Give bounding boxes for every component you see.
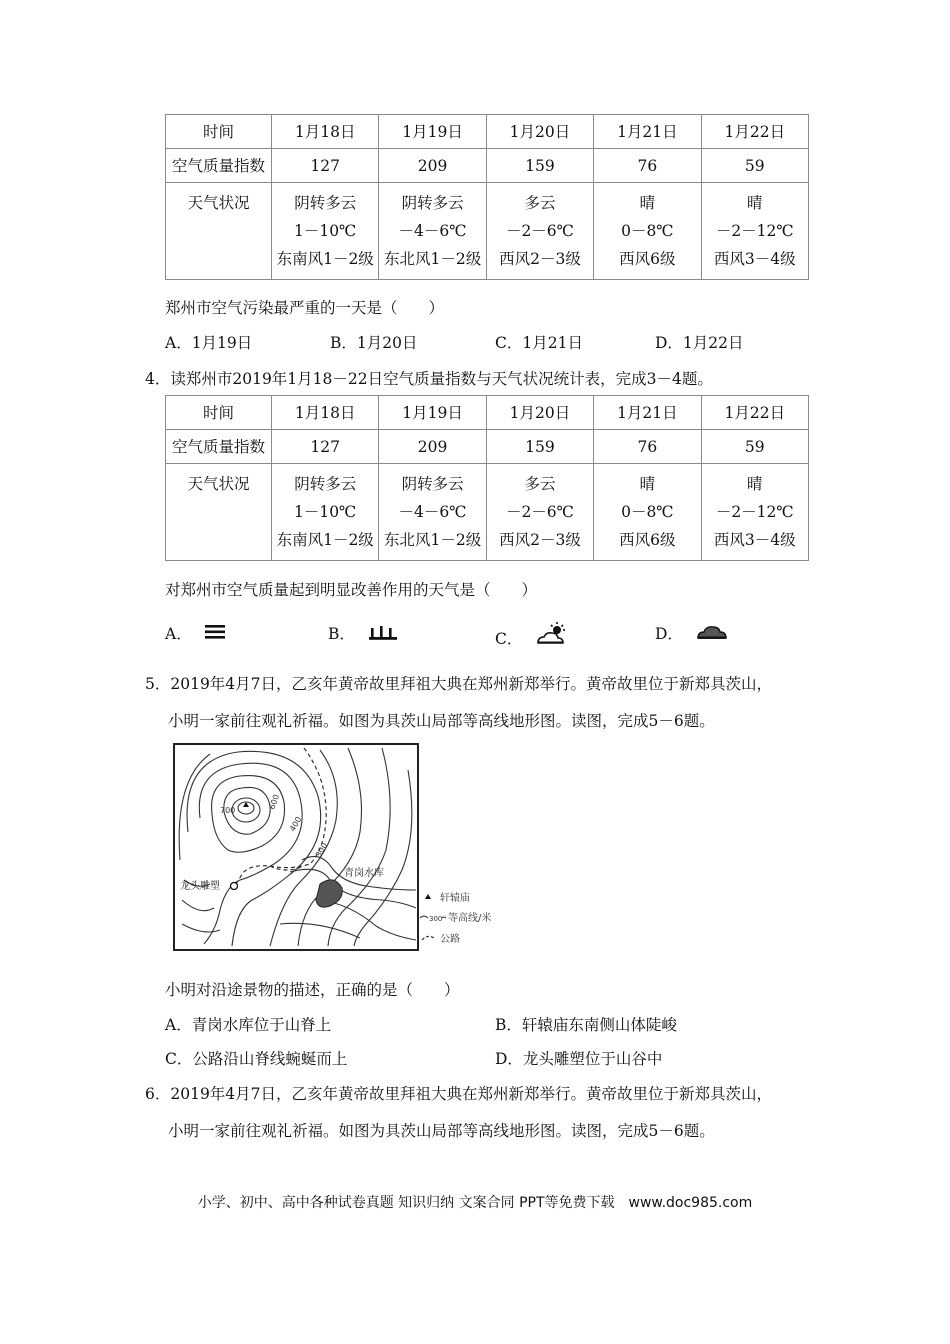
aqi-value: 209: [379, 430, 486, 464]
weather-cell: [594, 464, 701, 561]
map-legend: [420, 891, 491, 945]
q5-option-a[interactable]: A．青岗水库位于山脊上: [165, 1016, 332, 1034]
weather-wind: 西风6级: [619, 250, 676, 268]
cloudy-symbol-icon: [696, 623, 728, 641]
table-header-cell: 1月21日: [594, 115, 701, 149]
weather-wind: 西风2－3级: [499, 250, 581, 268]
q4-option-c[interactable]: [495, 622, 569, 649]
table-header-cell: 1月20日: [486, 115, 593, 149]
table-row: [166, 430, 809, 464]
weather-sky: 阴转多云: [294, 475, 357, 493]
legend-road-label: 公路: [440, 934, 460, 945]
aqi-value: 159: [486, 149, 593, 183]
weather-sky: 阴转多云: [401, 475, 464, 493]
weather-sky: 阴转多云: [294, 194, 357, 212]
weather-table-1: [165, 114, 809, 280]
weather-cell: [486, 183, 593, 280]
table-header-cell: 1月21日: [594, 396, 701, 430]
weather-sky: 晴: [639, 475, 656, 493]
weather-wind: 西风2－3级: [499, 531, 581, 549]
weather-cell: [701, 183, 808, 280]
q4-intro: 4．读郑州市2019年1月18－22日空气质量指数与天气状况统计表，完成3－4题。: [145, 370, 713, 388]
weather-temp: 1－10℃: [293, 222, 357, 240]
q5-option-d[interactable]: D．龙头雕塑位于山谷中: [495, 1050, 663, 1068]
weather-label: 天气状况: [166, 183, 272, 280]
aqi-value: 59: [701, 149, 808, 183]
map-frame: [174, 744, 418, 950]
q3-option-c[interactable]: C．1月21日: [495, 334, 583, 352]
q5-stem: 小明对沿途景物的描述，正确的是（ ）: [165, 981, 460, 999]
weather-sky: 多云: [524, 475, 556, 493]
aqi-value: 159: [486, 430, 593, 464]
statue-marker-icon: [231, 883, 238, 890]
q5-intro-line2: 小明一家前往观礼祈福。如图为具茨山局部等高线地形图。读图，完成5－6题。: [168, 712, 715, 730]
weather-temp: －2－6℃: [505, 222, 574, 240]
weather-wind: 东南风1－2级: [276, 250, 374, 268]
q4-stem: 对郑州市空气质量起到明显改善作用的天气是（ ）: [165, 581, 538, 599]
legend-contour-sample: 300: [429, 915, 443, 923]
q4-option-a[interactable]: [165, 622, 227, 644]
contour-label: 600: [267, 793, 282, 811]
table-header-cell: 时间: [166, 115, 272, 149]
q3-option-a[interactable]: A．1月19日: [165, 334, 253, 352]
contour-label: 700: [220, 806, 236, 815]
sunny-cloudy-symbol-icon: [535, 622, 569, 648]
aqi-value: 209: [379, 149, 486, 183]
weather-sky: 多云: [524, 194, 556, 212]
weather-cell: [272, 183, 379, 280]
legend-temple-icon: [425, 894, 431, 899]
option-letter: B．: [328, 625, 355, 643]
weather-sky: 阴转多云: [401, 194, 464, 212]
weather-wind: 西风3－4级: [713, 250, 796, 268]
weather-cell: [379, 183, 486, 280]
weather-temp: －2－12℃: [715, 503, 794, 521]
haze-symbol-icon: [203, 624, 227, 640]
weather-cell: [701, 464, 808, 561]
table-header-cell: 时间: [166, 396, 272, 430]
aqi-value: 127: [272, 430, 379, 464]
weather-sky: 晴: [747, 475, 763, 493]
q4-option-b[interactable]: [328, 622, 398, 644]
weather-temp: －2－6℃: [505, 503, 574, 521]
q4-option-d[interactable]: [655, 622, 728, 644]
aqi-label: 空气质量指数: [166, 149, 272, 183]
q6-intro-line1: 6．2019年4月7日，乙亥年黄帝故里拜祖大典在郑州新郑举行。黄帝故里位于新郑具茨山，: [145, 1085, 773, 1103]
option-letter: A．: [165, 625, 192, 643]
table-header-cell: 1月18日: [272, 396, 379, 430]
weather-wind: 东北风1－2级: [383, 250, 482, 268]
weather-wind: 西风6级: [619, 531, 676, 549]
weather-temp: －4－6℃: [398, 503, 467, 521]
table-header-cell: 1月22日: [701, 115, 808, 149]
table-row: [166, 149, 809, 183]
q3-option-d[interactable]: D．1月22日: [655, 334, 744, 352]
weather-temp: 0－8℃: [621, 503, 674, 521]
weather-cell: [486, 464, 593, 561]
option-letter: D．: [655, 625, 683, 643]
weather-sky: 晴: [639, 194, 656, 212]
contour-label: 300: [313, 841, 330, 859]
table-row: [166, 183, 809, 280]
weather-wind: 东南风1－2级: [276, 531, 374, 549]
table-row: [166, 464, 809, 561]
aqi-label: 空气质量指数: [166, 430, 272, 464]
legend-contour-label: 等高线/米: [448, 913, 492, 924]
statue-label: 龙头雕塑: [180, 881, 220, 892]
q5-option-c[interactable]: C．公路沿山脊线蜿蜒而上: [165, 1050, 348, 1068]
aqi-value: 76: [594, 430, 701, 464]
q3-option-b[interactable]: B．1月20日: [330, 334, 418, 352]
weather-table-2: [165, 395, 809, 561]
contour-map: [170, 740, 510, 955]
weather-temp: 0－8℃: [621, 222, 674, 240]
weather-cell: [594, 183, 701, 280]
aqi-value: 59: [701, 430, 808, 464]
q6-intro-line2: 小明一家前往观礼祈福。如图为具茨山局部等高线地形图。读图，完成5－6题。: [168, 1122, 715, 1140]
weather-cell: [272, 464, 379, 561]
q5-option-b[interactable]: B．轩辕庙东南侧山体陡峻: [495, 1016, 677, 1034]
aqi-value: 127: [272, 149, 379, 183]
weather-wind: 东北风1－2级: [383, 531, 482, 549]
table-header-cell: 1月19日: [379, 396, 486, 430]
table-header-cell: 1月20日: [486, 396, 593, 430]
table-header-row: [166, 396, 809, 430]
weather-temp: －4－6℃: [398, 222, 467, 240]
table-header-cell: 1月22日: [701, 396, 808, 430]
weather-sky: 晴: [747, 194, 763, 212]
weather-temp: －2－12℃: [715, 222, 794, 240]
weather-label: 天气状况: [166, 464, 272, 561]
table-header-cell: 1月18日: [272, 115, 379, 149]
option-letter: C．: [495, 630, 523, 648]
q3-stem: 郑州市空气污染最严重的一天是（ ）: [165, 299, 445, 317]
contour-label: 400: [287, 815, 304, 833]
legend-temple-label: 轩辕庙: [440, 893, 470, 904]
weather-cell: [379, 464, 486, 561]
table-header-cell: 1月19日: [379, 115, 486, 149]
weather-wind: 西风3－4级: [713, 531, 796, 549]
table-header-row: [166, 115, 809, 149]
reservoir-label: 青岗水库: [344, 868, 384, 879]
strong-wind-symbol-icon: [368, 625, 398, 641]
page-footer: 小学、初中、高中各种试卷真题 知识归纳 文案合同 PPT等免费下载 www.doc985.com: [197, 1195, 753, 1211]
aqi-value: 76: [594, 149, 701, 183]
weather-temp: 1－10℃: [293, 503, 357, 521]
q5-intro-line1: 5．2019年4月7日，乙亥年黄帝故里拜祖大典在郑州新郑举行。黄帝故里位于新郑具茨山，: [145, 675, 773, 693]
